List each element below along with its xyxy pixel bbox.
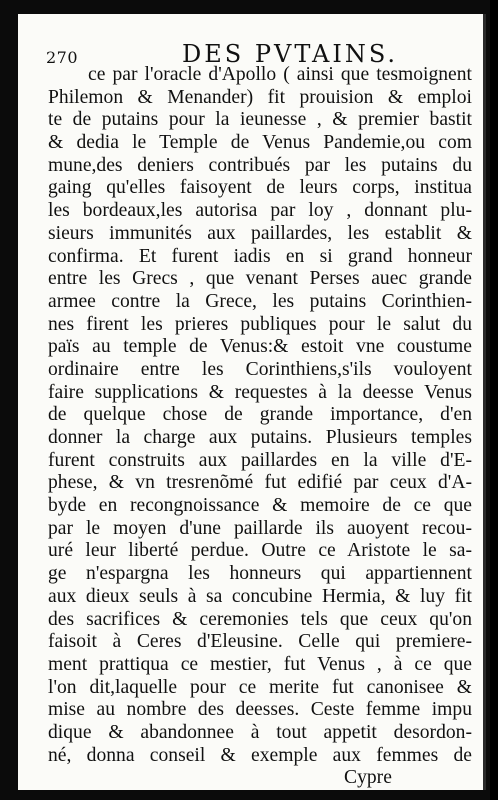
text-line: armee contre la Grece, les putains Corinthien- (48, 290, 472, 312)
running-title: DES PVTAINS. (182, 40, 399, 68)
text-line: & dedia le Temple de Venus Pandemie,ou com (48, 132, 472, 154)
book-page (18, 14, 486, 790)
text-line: ce par l'oracle d'Apollo ( ainsi que tesmoignent (88, 64, 472, 85)
text-line: ment prattiqua ce mestier, fut Venus , à ce que (48, 653, 472, 675)
text-line: païs au temple de Venus:& estoit vne coustume (48, 336, 472, 358)
text-line: furent construits aux paillardes en la ville d'E- (48, 449, 472, 471)
text-line: confirma. Et furent iadis en si grand honneur (48, 245, 472, 267)
text-line: ge n'espargna les honneurs qui appartiennent (48, 563, 472, 585)
text-line: nes firent les prieres publiques pour le salut du (48, 313, 472, 335)
text-line: l'on dit,laquelle pour ce merite fut canonisee & (48, 676, 472, 698)
text-line: byde en recongnoissance & memoire de ce que (48, 495, 472, 517)
text-line: gaing qu'elles faisoyent de leurs corps, institua (48, 177, 472, 199)
text-line: mune,des deniers contribués par les putains du (48, 154, 472, 176)
page-header (32, 28, 472, 68)
text-line: les bordeaux,les autorisa par loy , donnant plu- (48, 200, 472, 222)
text-line: faire supplications & requestes à la deesse Venus (48, 381, 472, 403)
page-number: 270 (46, 48, 79, 67)
text-line: phese, & vn tresrenõmé fut edifié par ceux d'A- (48, 472, 472, 494)
text-line: Philemon & Menander) fit prouision & emploi (48, 86, 472, 108)
text-line: sieurs immunités aux paillardes, les establit & (48, 222, 472, 244)
text-line: ordinaire entre les Corinthiens,s'ils vouloyent (48, 358, 472, 380)
text-line: te de putains pour la ieunesse , & premier bastit (48, 109, 472, 131)
text-line: né, donna conseil & exemple aux femmes de (48, 744, 472, 766)
text-line: uré leur liberté perdue. Outre ce Aristote le sa- (48, 540, 472, 562)
scan-edge (490, 0, 498, 800)
text-line: par le moyen d'une paillarde ils auoyent recou- (48, 517, 472, 539)
text-line: faisoit à Ceres d'Eleusine. Celle qui premiere- (48, 631, 472, 653)
text-line: de quelque chose de grande importance, d'en (48, 404, 472, 426)
catchword: Cypre (344, 767, 392, 789)
body-text (48, 64, 472, 790)
text-line: dique & abandonnee à tout appetit desordon- (48, 721, 472, 743)
text-line: donner la charge aux putains. Plusieurs temples (48, 427, 472, 448)
text-line: mise au nombre des deesses. Ceste femme impu (48, 699, 472, 721)
text-line: entre les Grecs , que venant Perses auec grande (48, 268, 472, 290)
text-line: aux dieux seuls à sa concubine Hermia, & luy fit (48, 585, 472, 607)
text-line: des sacrifices & ceremonies tels que ceux qu'on (48, 608, 472, 630)
